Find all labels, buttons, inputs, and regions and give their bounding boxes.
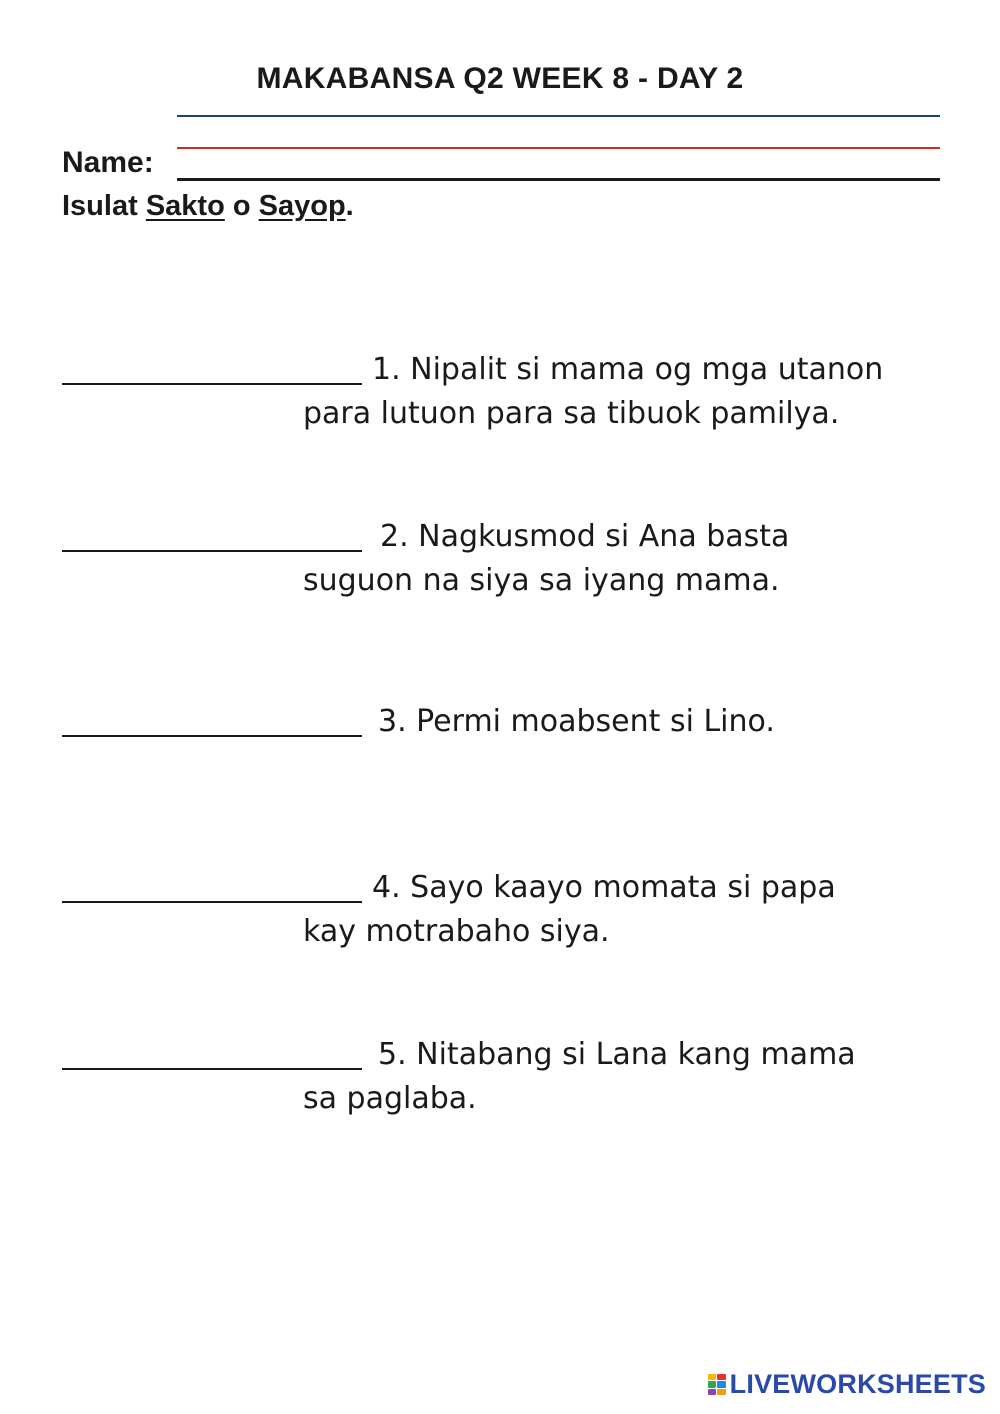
instruction-suffix: . [345, 190, 354, 222]
name-field-line[interactable] [177, 178, 940, 181]
question-4-line2: kay motrabaho siya. [303, 914, 610, 949]
instruction [62, 190, 354, 223]
question-5-line1: 5. Nitabang si Lana kang mama [378, 1037, 856, 1072]
liveworksheets-logo-text: LIVEWORKSHEETS [729, 1369, 986, 1399]
liveworksheets-logo [708, 1369, 986, 1400]
answer-blank-1[interactable] [62, 383, 362, 385]
instruction-word-sakto: Sakto [145, 190, 225, 222]
instruction-word-sayop: Sayop [258, 190, 346, 222]
question-4-line1: 4. Sayo kaayo momata si papa [372, 870, 836, 905]
question-2-line2: suguon na siya sa iyang mama. [303, 563, 780, 598]
instruction-prefix: Isulat [62, 190, 146, 222]
question-1-line1: 1. Nipalit si mama og mga utanon [372, 352, 884, 387]
page-title: MAKABANSA Q2 WEEK 8 - DAY 2 [256, 62, 744, 95]
answer-blank-5[interactable] [62, 1068, 362, 1070]
liveworksheets-logo-icon [708, 1374, 726, 1396]
question-5-line2: sa paglaba. [303, 1081, 477, 1116]
answer-blank-2[interactable] [62, 550, 362, 552]
answer-blank-4[interactable] [62, 901, 362, 903]
instruction-middle: o [224, 190, 259, 222]
question-3-line1: 3. Permi moabsent si Lino. [378, 704, 775, 739]
answer-blank-3[interactable] [62, 735, 362, 737]
question-2-line1: 2. Nagkusmod si Ana basta [380, 519, 790, 554]
name-label: Name: [62, 146, 154, 179]
question-1-line2: para lutuon para sa tibuok pamilya. [303, 396, 840, 431]
title-underline-red [177, 147, 940, 149]
title-underline-blue [177, 115, 940, 117]
